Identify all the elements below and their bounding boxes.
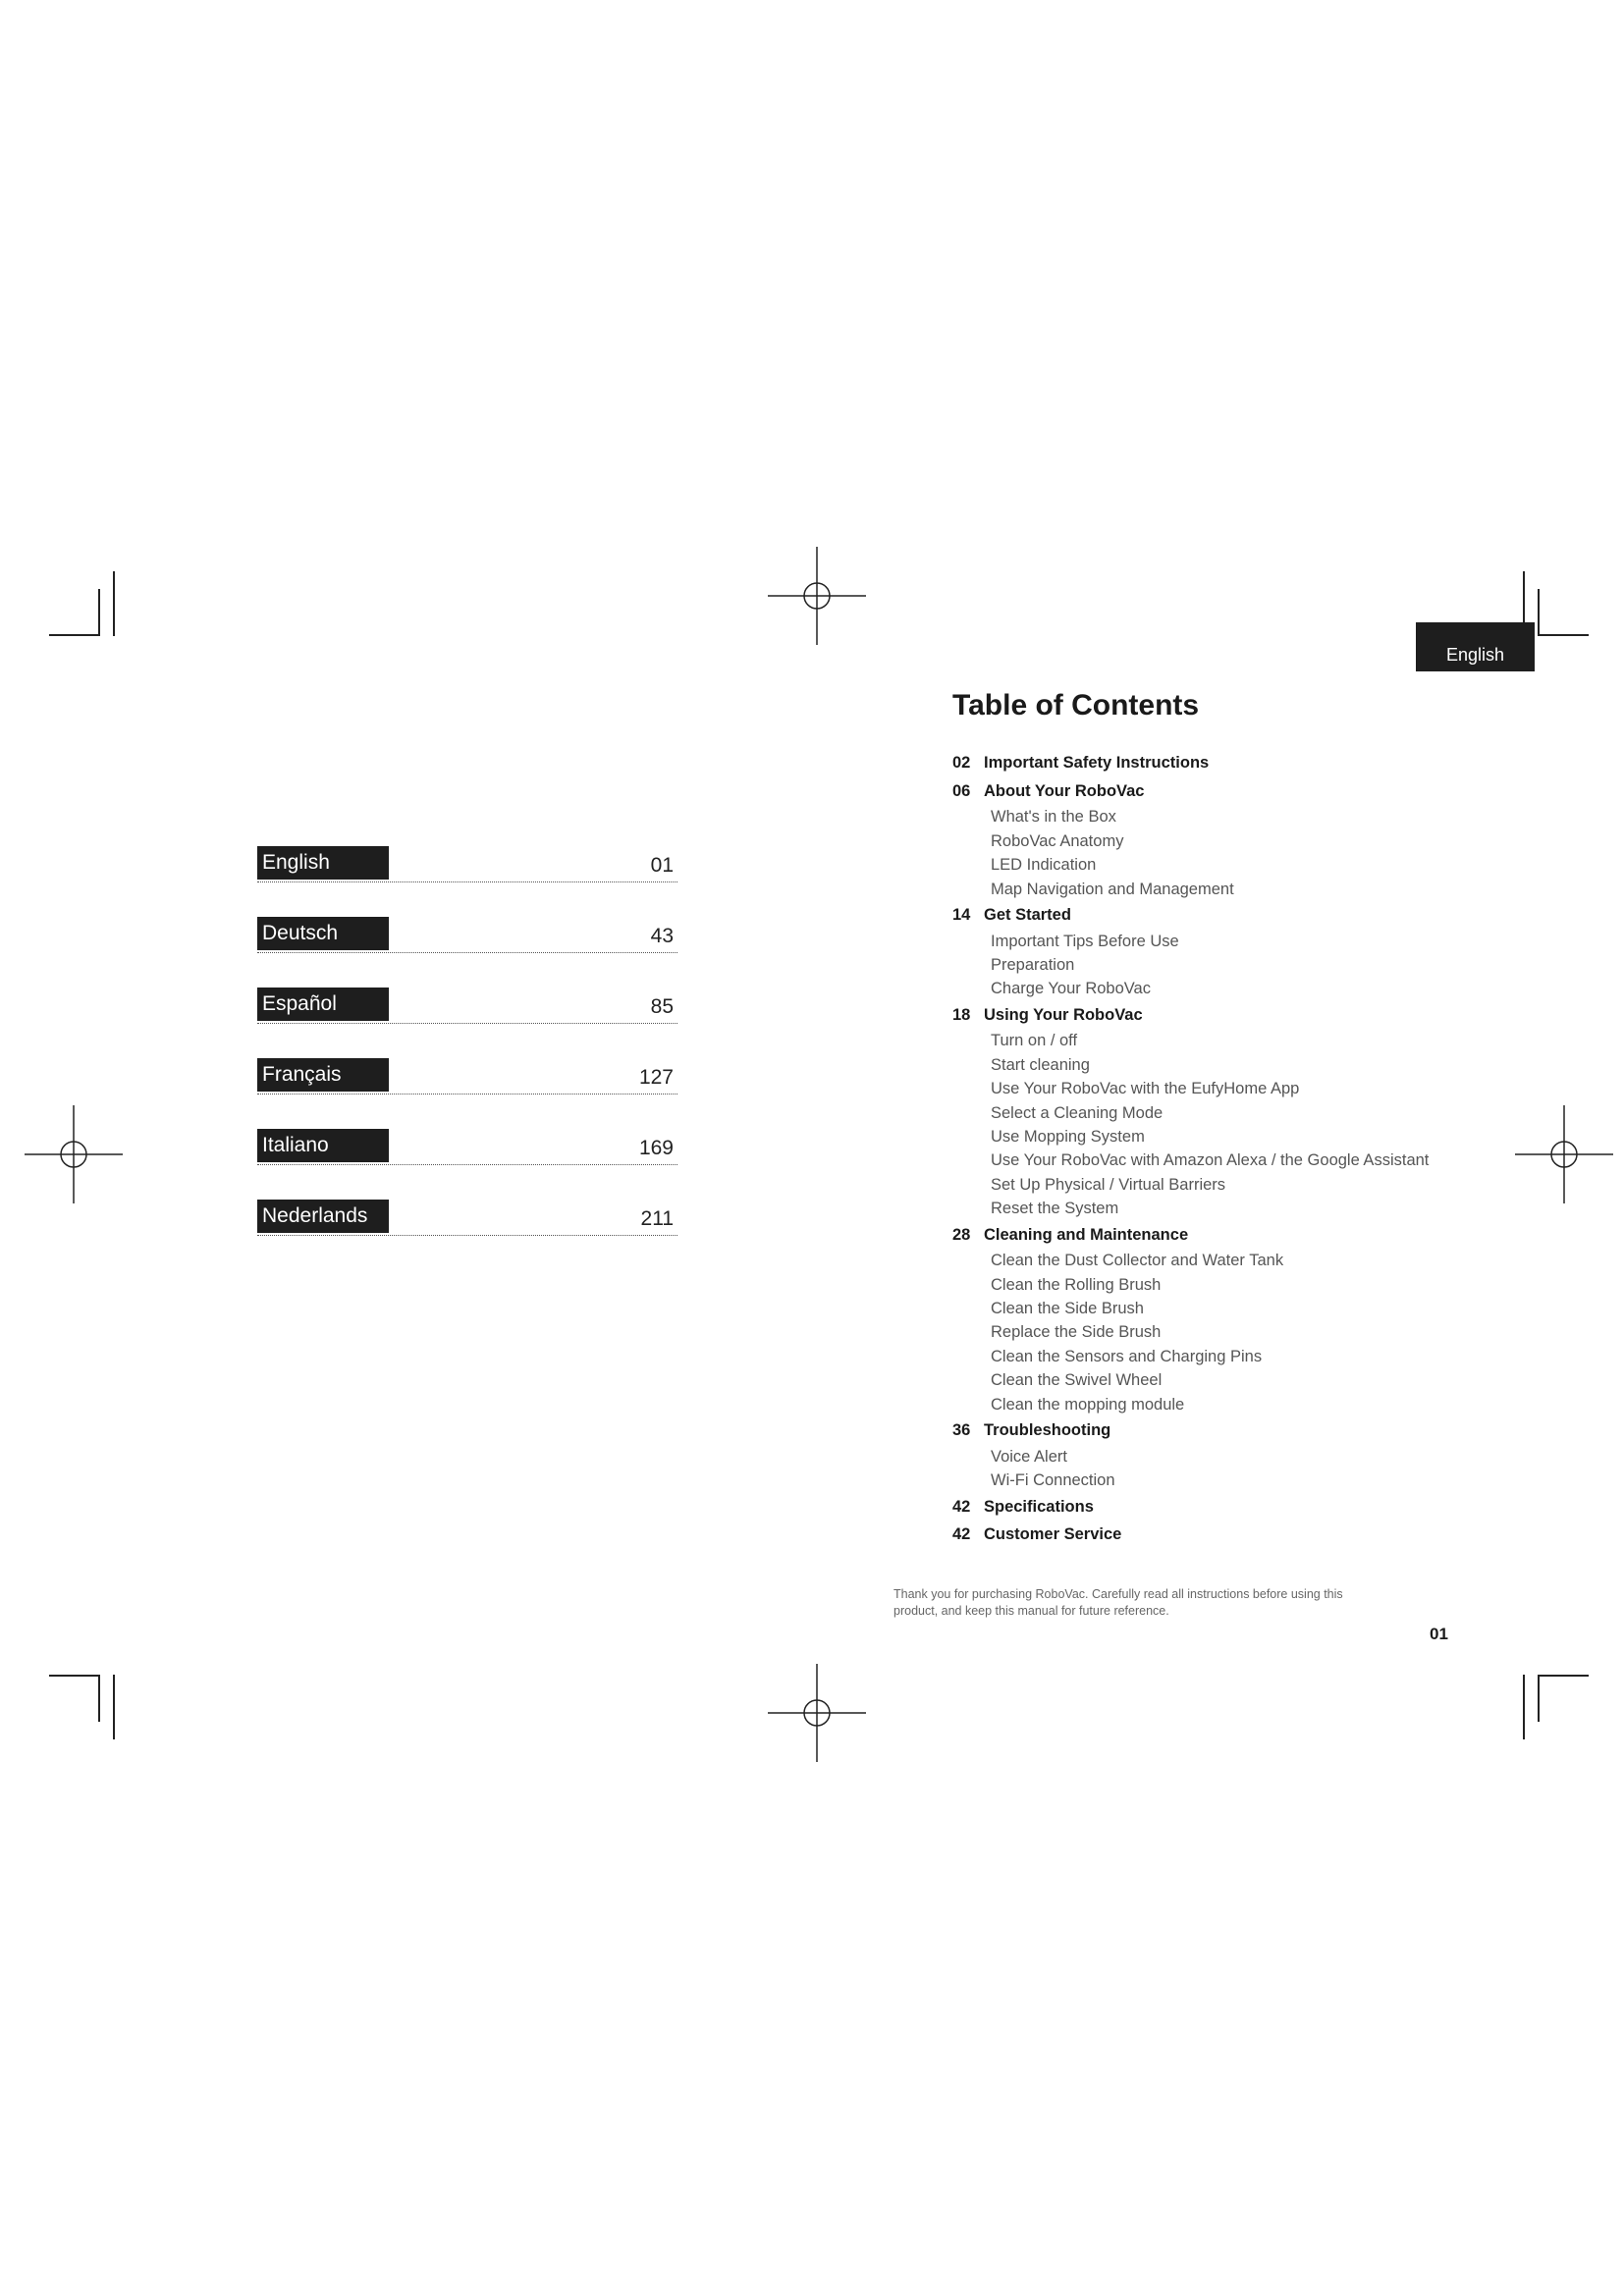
- footer-note: Thank you for purchasing RoboVac. Carefully read all instructions before using this product, and keep this manual for future reference.: [893, 1587, 1343, 1618]
- toc-section[interactable]: [952, 749, 1502, 777]
- toc-item[interactable]: Map Navigation and Management: [991, 880, 1234, 898]
- language-entry-francais[interactable]: [257, 1058, 677, 1095]
- language-label: Italiano: [257, 1129, 389, 1162]
- language-page-number: 169: [638, 1137, 674, 1159]
- toc-item[interactable]: Set Up Physical / Virtual Barriers: [991, 1175, 1226, 1194]
- crop-mark: [1538, 1675, 1540, 1722]
- language-label: Deutsch: [257, 917, 389, 950]
- toc-item[interactable]: Start cleaning: [991, 1055, 1090, 1074]
- toc-item[interactable]: Preparation: [991, 956, 1075, 975]
- crop-mark: [49, 1675, 100, 1677]
- toc-section-title: Troubleshooting: [984, 1421, 1111, 1440]
- registration-mark-icon: [1515, 1105, 1613, 1203]
- page-number: 01: [1430, 1625, 1448, 1643]
- toc-item[interactable]: Clean the Rolling Brush: [991, 1275, 1162, 1294]
- toc-section-title: Using Your RoboVac: [984, 1005, 1143, 1024]
- crop-mark: [1523, 1675, 1525, 1739]
- toc-section[interactable]: [952, 1521, 1502, 1549]
- toc-section-number: 42: [952, 1525, 971, 1544]
- language-entry-english[interactable]: [257, 846, 677, 882]
- toc-section-title: Get Started: [984, 905, 1071, 924]
- registration-mark-icon: [768, 1664, 866, 1762]
- language-page-number: 85: [650, 995, 674, 1018]
- language-page-number: 127: [638, 1066, 674, 1089]
- registration-mark-icon: [768, 547, 866, 645]
- toc-item[interactable]: Charge Your RoboVac: [991, 980, 1151, 998]
- toc-item[interactable]: Clean the Dust Collector and Water Tank: [991, 1252, 1284, 1270]
- toc-section-title: Cleaning and Maintenance: [984, 1225, 1189, 1244]
- language-page-number: 43: [650, 925, 674, 947]
- toc-item[interactable]: Reset the System: [991, 1200, 1119, 1218]
- toc-item[interactable]: Wi-Fi Connection: [991, 1471, 1115, 1490]
- language-entry-italiano[interactable]: [257, 1129, 677, 1165]
- crop-mark: [1538, 634, 1589, 636]
- toc-section-number: 14: [952, 905, 971, 924]
- toc-item[interactable]: Use Mopping System: [991, 1128, 1145, 1147]
- crop-mark: [1538, 589, 1540, 636]
- toc-section-title: Customer Service: [984, 1525, 1122, 1544]
- toc-item[interactable]: Use Your RoboVac with Amazon Alexa / the Google Assistant: [991, 1151, 1430, 1170]
- toc-item[interactable]: Voice Alert: [991, 1447, 1067, 1466]
- toc-item[interactable]: What's in the Box: [991, 808, 1116, 827]
- language-tab: English: [1416, 622, 1535, 671]
- table-of-contents: [952, 749, 1502, 1549]
- language-entry-deutsch[interactable]: [257, 917, 677, 953]
- toc-section-number: 42: [952, 1497, 971, 1516]
- language-entry-espanol[interactable]: [257, 988, 677, 1024]
- toc-section-title: Specifications: [984, 1497, 1094, 1516]
- toc-section-title: Important Safety Instructions: [984, 754, 1210, 772]
- language-page-number: 01: [650, 854, 674, 877]
- page-title: Table of Contents: [952, 689, 1200, 721]
- toc-item[interactable]: Clean the Sensors and Charging Pins: [991, 1347, 1263, 1365]
- language-index: [257, 846, 677, 1270]
- toc-section-number: 18: [952, 1005, 971, 1024]
- crop-mark: [98, 1675, 100, 1722]
- toc-section[interactable]: [952, 1493, 1502, 1522]
- toc-item[interactable]: Clean the Swivel Wheel: [991, 1371, 1163, 1390]
- toc-item[interactable]: Clean the Side Brush: [991, 1300, 1144, 1318]
- toc-section[interactable]: [952, 1416, 1502, 1445]
- toc-item[interactable]: Clean the mopping module: [991, 1395, 1185, 1414]
- toc-item[interactable]: Important Tips Before Use: [991, 932, 1179, 950]
- language-entry-nederlands[interactable]: [257, 1200, 677, 1236]
- registration-mark-icon: [25, 1105, 123, 1203]
- toc-section-number: 06: [952, 781, 971, 800]
- language-label: Español: [257, 988, 389, 1021]
- toc-section-number: 02: [952, 754, 971, 772]
- language-label: Français: [257, 1058, 389, 1092]
- toc-section-number: 28: [952, 1225, 971, 1244]
- language-label: Nederlands: [257, 1200, 389, 1233]
- toc-item[interactable]: Use Your RoboVac with the EufyHome App: [991, 1080, 1300, 1098]
- crop-mark: [113, 1675, 115, 1739]
- toc-section-number: 36: [952, 1421, 971, 1440]
- toc-section[interactable]: [952, 901, 1502, 930]
- crop-mark: [49, 634, 100, 636]
- toc-item[interactable]: RoboVac Anatomy: [991, 831, 1124, 850]
- toc-section[interactable]: [952, 777, 1502, 806]
- toc-item[interactable]: Select a Cleaning Mode: [991, 1103, 1164, 1122]
- crop-mark: [113, 571, 115, 636]
- toc-item[interactable]: Turn on / off: [991, 1032, 1078, 1050]
- toc-item[interactable]: Replace the Side Brush: [991, 1323, 1162, 1342]
- toc-section-title: About Your RoboVac: [984, 781, 1145, 800]
- crop-mark: [1538, 1675, 1589, 1677]
- crop-mark: [98, 589, 100, 636]
- toc-item[interactable]: LED Indication: [991, 856, 1097, 875]
- toc-section[interactable]: [952, 1221, 1502, 1250]
- language-page-number: 211: [640, 1207, 674, 1230]
- language-label: English: [257, 846, 389, 880]
- toc-section[interactable]: [952, 1001, 1502, 1030]
